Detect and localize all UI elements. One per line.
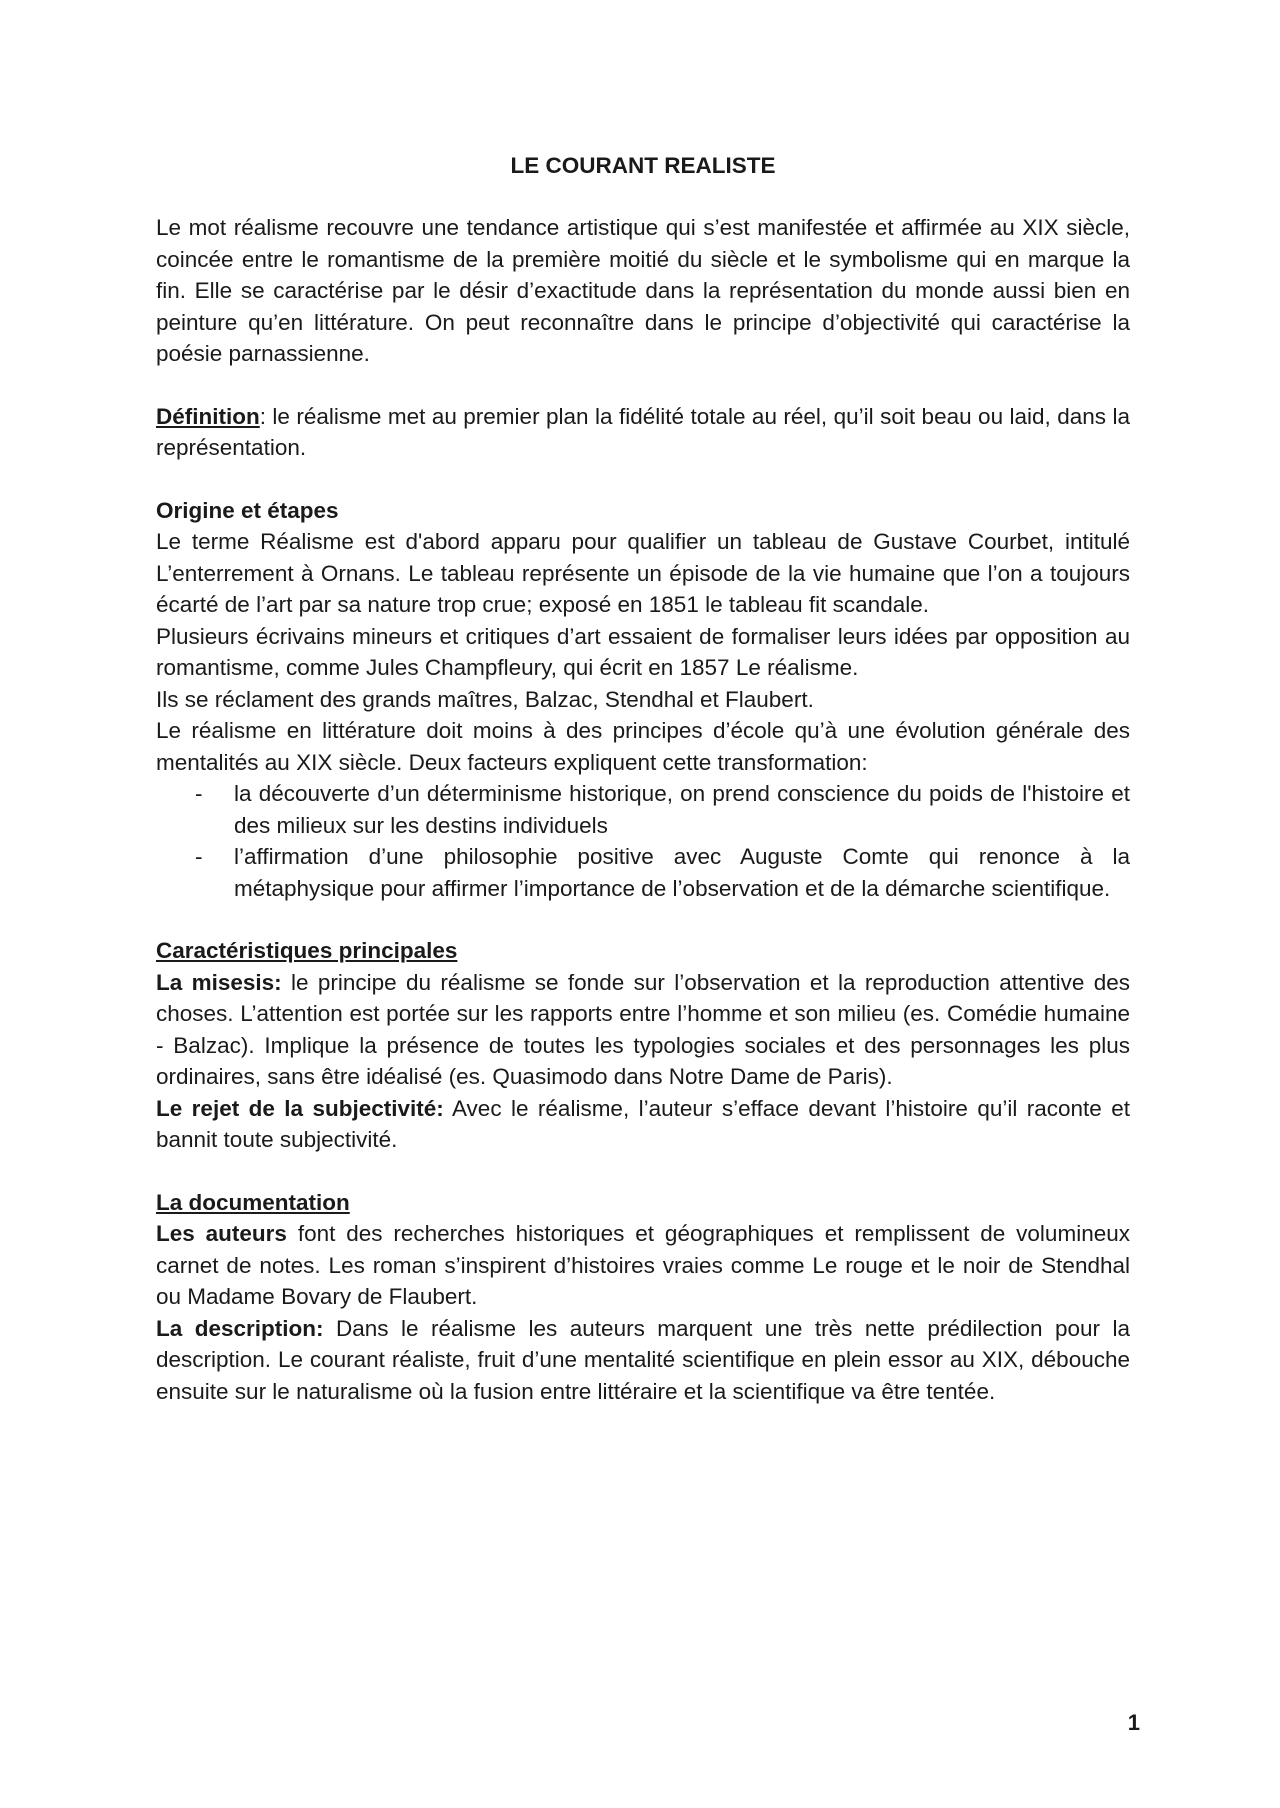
spacer (156, 370, 1130, 401)
list-item-text: l’affirmation d’une philosophie positive avec Auguste Comte qui renonce à la métaphysique pour affirmer l’importance de l’observation et de la démarche scientifique. (234, 844, 1130, 901)
description-paragraph (156, 1313, 1130, 1408)
document-title: LE COURANT REALISTE (510, 153, 776, 178)
description-label: La description: (156, 1315, 324, 1341)
factors-list (156, 778, 1130, 904)
definition-text: : le réalisme met au premier plan la fidélité totale au réel, qu’il soit beau ou laid, dans la représentation. (156, 403, 1130, 460)
list-item-text: la découverte d’un déterminisme historique, on prend conscience du poids de l'histoire et des milieux sur les destins individuels (234, 781, 1130, 838)
origin-paragraph-2: Plusieurs écrivains mineurs et critiques d’art essaient de formaliser leurs idées par opposition au romantisme, comme Jules Champfleury, qui écrit en 1857 Le réalisme. (156, 623, 1130, 680)
spacer (156, 904, 1130, 935)
mimesis-text: le principe du réalisme se fonde sur l’observation et la reproduction attentive des choses. L’attention est portée sur les rapports entre l’homme et son milieu (es. Comédie humaine - Balzac). Implique la présence de toutes les typologies sociales et des personnages les plus ordinaires, sans être idéalisé (es. Quasimodo dans Notre Dame de Paris). (156, 969, 1130, 1089)
description-text: Dans le réalisme les auteurs marquent une très nette prédilection pour la description. Le courant réaliste, fruit d’une mentalité scientifique en plein essor au XIX, débouche ensuite sur le naturalisme où la fusion entre littéraire et la scientifique va être tentée. (156, 1315, 1130, 1404)
subjectivity-text: Avec le réalisme, l’auteur s’efface devant l’histoire qu’il raconte et bannit toute subjectivité. (156, 1095, 1130, 1152)
subjectivity-paragraph (156, 1093, 1130, 1156)
mimesis-label: La misesis: (156, 969, 282, 995)
characteristics-heading: Caractéristiques principales (156, 938, 458, 963)
authors-label: Les auteurs (156, 1221, 287, 1246)
origin-paragraph-3: Ils se réclament des grands maîtres, Balzac, Stendhal et Flaubert. (156, 686, 814, 712)
origin-paragraph-4: Le réalisme en littérature doit moins à des principes d’école qu’à une évolution générale des mentalités au XIX siècle. Deux facteurs expliquent cette transformation: (156, 718, 1130, 775)
dash-bullet: - (195, 781, 203, 806)
intro-paragraph: Le mot réalisme recouvre une tendance artistique qui s’est manifestée et affirmée au XIX siècle, coincée entre le romantisme de la première moitié du siècle et le symbolisme qui en marque la fin. Elle se caractérise par le désir d’exactitude dans la représentation du monde aussi bien en peinture qu’en littérature. On peut reconnaître dans le principe d’objectivité qui caractérise la poésie parnassienne. (156, 215, 1130, 366)
dash-bullet: - (195, 844, 203, 869)
list-item (156, 841, 1130, 904)
page-number: 1 (1127, 1710, 1140, 1735)
definition-paragraph (156, 401, 1130, 464)
spacer (156, 464, 1130, 495)
subjectivity-label: Le rejet de la subjectivité: (156, 1095, 444, 1121)
spacer (156, 1156, 1130, 1187)
documentation-heading: La documentation (156, 1189, 350, 1215)
document-body (156, 150, 1130, 1407)
origin-paragraph-1: Le terme Réalisme est d'abord apparu pour qualifier un tableau de Gustave Courbet, intitulé L’enterrement à Ornans. Le tableau représente un épisode de la vie humaine que l’on a toujours écarté de l’art par sa nature trop crue; exposé en 1851 le tableau fit scandale. (156, 529, 1130, 617)
mimesis-paragraph (156, 967, 1130, 1093)
origin-heading: Origine et étapes (156, 497, 339, 523)
authors-text: font des recherches historiques et géographiques et remplissent de volumineux carnet de notes. Les roman s’inspirent d’histoires vraies comme Le rouge et le noir de Stendhal ou Madame Bovary de Flaubert. (156, 1221, 1130, 1309)
definition-label: Définition (156, 403, 260, 429)
list-item (156, 778, 1130, 841)
authors-paragraph (156, 1218, 1130, 1313)
